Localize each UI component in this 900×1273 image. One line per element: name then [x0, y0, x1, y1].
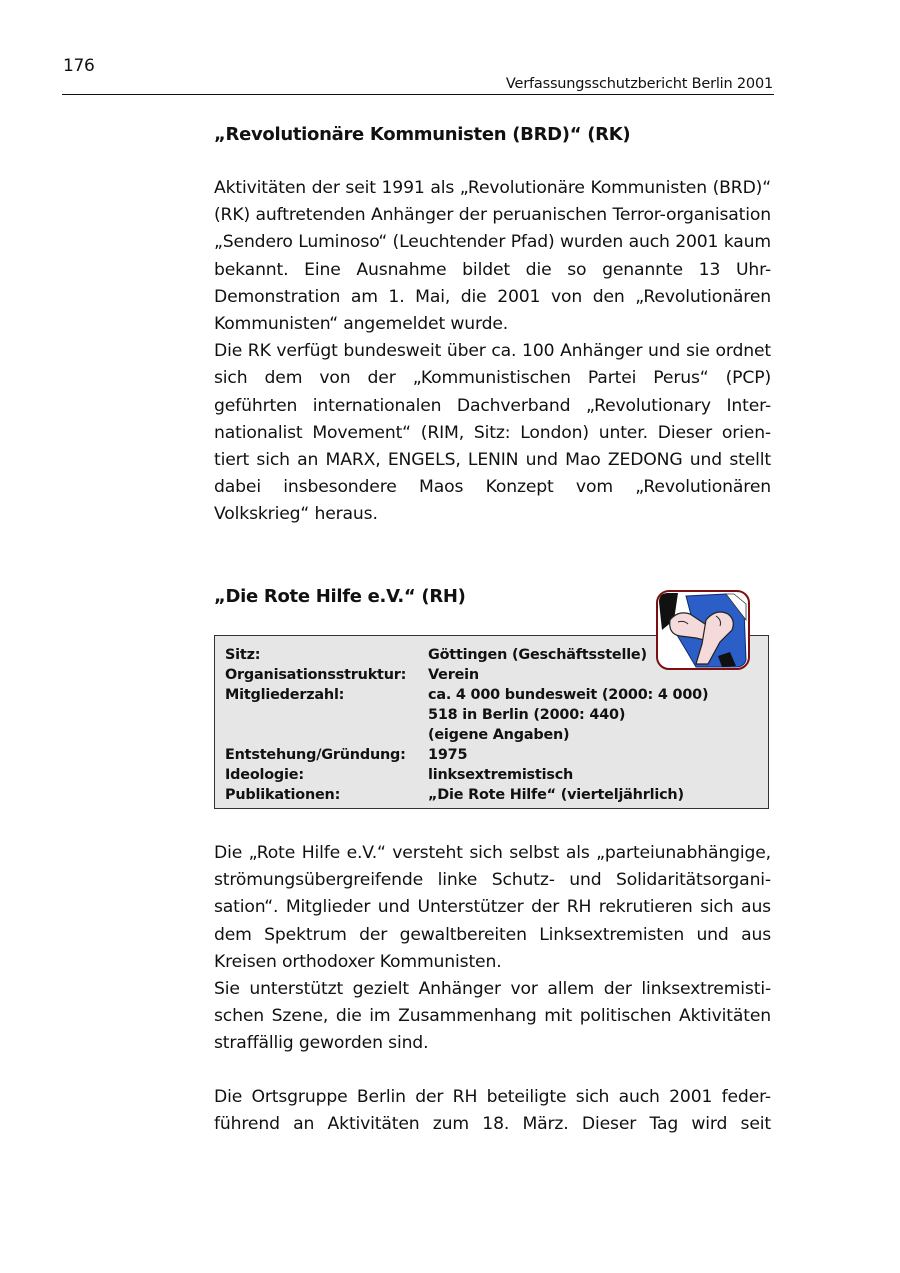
info-row: [225, 665, 708, 685]
info-value: (eigene Angaben): [428, 727, 570, 743]
info-value: 1975: [428, 747, 468, 763]
info-row: [225, 725, 708, 745]
info-row: [225, 645, 708, 665]
section-body-rh-continued: [214, 1084, 771, 1138]
info-value: 518 in Berlin (2000: 440): [428, 707, 626, 723]
section-body-rk: [214, 175, 771, 529]
info-label: Organisationsstruktur:: [225, 667, 407, 683]
info-label: [225, 705, 428, 725]
running-header: Verfassungsschutzbericht Berlin 2001: [505, 76, 773, 92]
paragraph: Die RK verfügt bundesweit über ca. 100 Anhänger und sie ordnet sich dem von der „Kommunistischen Partei Perus“ (PCP) geführten internationalen Dachverband „Revolutionary Inter-nationalist Movement“ (RIM, Sitz: London) unter. Dieser orien-tiert sich an MARX, ENGELS, LENIN und Mao ZEDONG und stellt dabei insbesondere Maos Konzept vom „Revolutionären Volkskrieg“ heraus.: [214, 341, 771, 525]
info-row: [225, 745, 708, 765]
info-row: [225, 765, 708, 785]
rote-hilfe-logo-icon: [656, 590, 750, 670]
info-label: Mitgliederzahl:: [225, 687, 345, 703]
section-title-rh: „Die Rote Hilfe e.V.“ (RH): [214, 586, 466, 607]
info-value: ca. 4 000 bundesweit (2000: 4 000): [428, 687, 709, 703]
info-row: [225, 785, 708, 805]
paragraph: Die „Rote Hilfe e.V.“ versteht sich selbst als „parteiunabhängige, strömungsübergreifende linke Schutz- und Solidaritätsorgani-sation“. Mitglieder und Unterstützer der RH rekrutieren sich aus dem Spektrum der gewaltbereiten Linksextremisten und aus Kreisen orthodoxer Kommunisten.: [214, 843, 771, 972]
info-value: linksextremistisch: [428, 767, 574, 783]
info-value: „Die Rote Hilfe“ (vierteljährlich): [428, 787, 684, 803]
info-label: Entstehung/Gründung:: [225, 747, 406, 763]
info-label: Publikationen:: [225, 787, 341, 803]
info-label: Sitz:: [225, 647, 261, 663]
info-label: Ideologie:: [225, 767, 304, 783]
info-table: [225, 645, 708, 805]
paragraph: Die Ortsgruppe Berlin der RH beteiligte sich auch 2001 feder-führend an Aktivitäten zum 18. März. Dieser Tag wird seit: [214, 1087, 771, 1135]
info-row: [225, 705, 708, 725]
paragraph: Aktivitäten der seit 1991 als „Revolutionäre Kommunisten (BRD)“ (RK) auftretenden Anhänger der peruanischen Terror-organisation „Sendero Luminoso“ (Leuchtender Pfad) wurden auch 2001 kaum bekannt. Eine Ausnahme bildet die so genannte 13 Uhr- Demonstration am 1. Mai, die 2001 von den „Revolutionären Kommunisten“ angemeldet wurde.: [214, 178, 771, 335]
info-value: Verein: [428, 667, 479, 683]
header-rule: [62, 94, 774, 95]
section-title-rk: „Revolutionäre Kommunisten (BRD)“ (RK): [214, 124, 631, 145]
info-label: [225, 725, 428, 745]
section-body-rh: [214, 840, 771, 1058]
info-row: [225, 685, 708, 705]
paragraph: Sie unterstützt gezielt Anhänger vor allem der linksextremisti-schen Szene, die im Zusammenhang mit politischen Aktivitäten straffällig geworden sind.: [214, 979, 771, 1054]
page-number: 176: [63, 56, 95, 76]
info-value: Göttingen (Geschäftsstelle): [428, 647, 647, 663]
